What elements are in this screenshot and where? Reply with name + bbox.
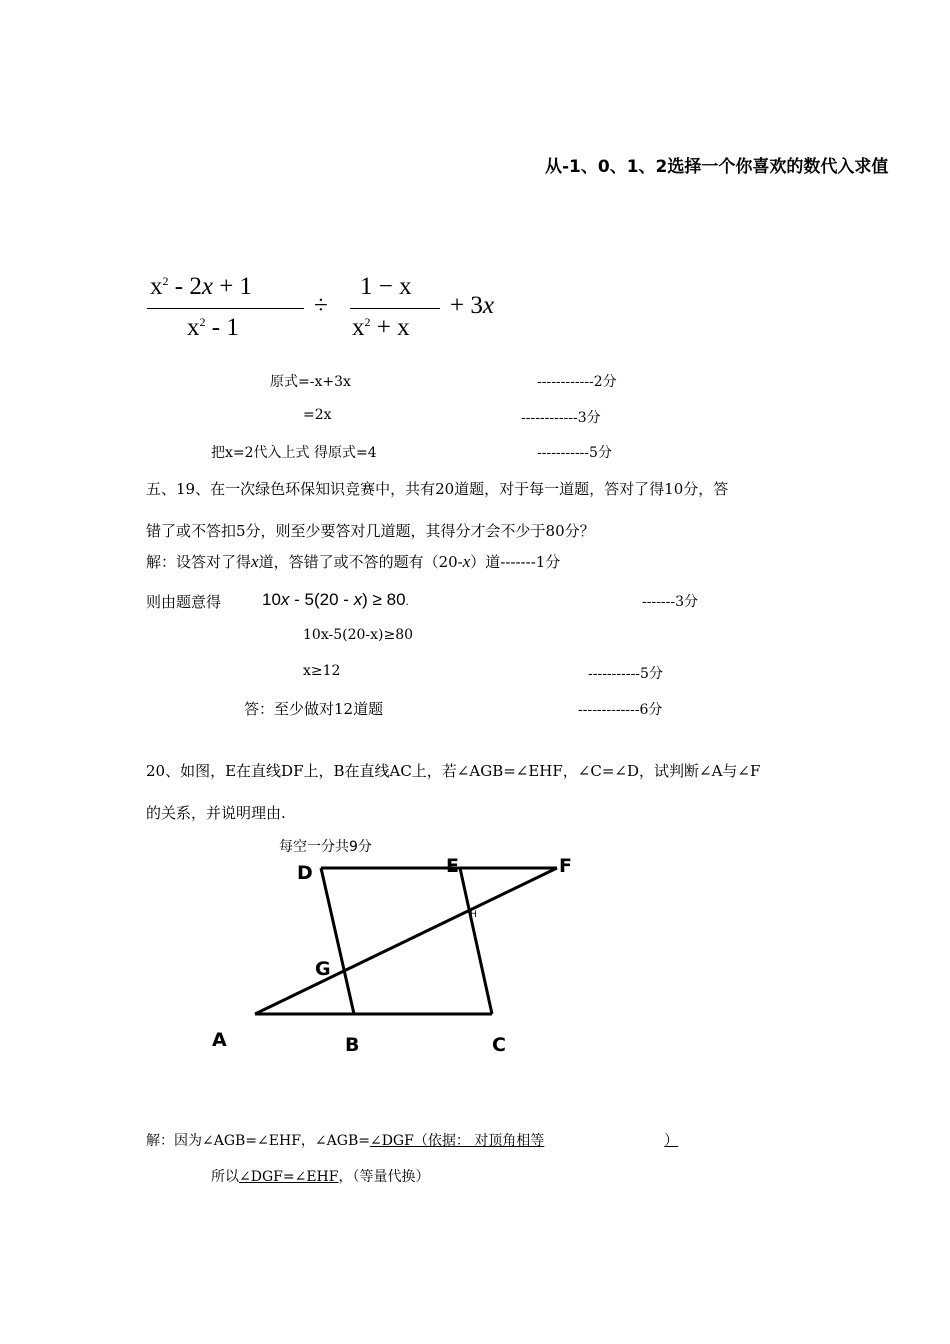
label-H: H <box>470 910 477 920</box>
q19-answer-score: -------------6分 <box>578 702 663 718</box>
q19-line1: 五、19、在一次绿色环保知识竞赛中，共有20道题，对于每一道题，答对了得10分，答 <box>146 480 729 498</box>
q20-line1: 20、如图，E在直线DF上，B在直线AC上，若∠AGB=∠EHF，∠C=∠D，试判断∠A与∠F <box>146 762 761 780</box>
fraction2-denominator: $x^2 + x$ <box>352 314 410 341</box>
q19-inequality: 10x - 5(20 - x) ≥ 80. <box>262 590 409 609</box>
label-D: D <box>297 862 313 884</box>
fraction1-denominator: $x^2 - 1$ <box>187 314 239 341</box>
expression-tail: + 3x <box>450 292 494 319</box>
q19-step3-score: -----------5分 <box>588 666 663 682</box>
label-F: F <box>559 855 572 877</box>
q19-step2: 10x-5(20-x)≥80 <box>303 627 414 643</box>
q20-solution-line2: 所以∠DGF=∠EHF，（等量代换） <box>211 1169 430 1185</box>
q19-inequality-score: -------3分 <box>642 594 699 610</box>
q19-condition-label: 则由题意得 <box>146 593 222 611</box>
q19-line2: 错了或不答扣5分，则至少要答对几道题，其得分才会不少于80分？ <box>146 522 595 540</box>
q18-step2: =2x <box>303 407 332 423</box>
line-EC <box>460 868 492 1014</box>
label-B: B <box>345 1034 360 1056</box>
division-sign: ÷ <box>314 292 328 319</box>
q20-solution-line1: 解：因为∠AGB=∠EHF，∠AGB=∠DGF（依据： 对顶角相等 ） <box>146 1133 679 1149</box>
q18-step2-score: ------------3分 <box>521 410 601 426</box>
label-G: G <box>315 958 331 980</box>
q19-step3: x≥12 <box>303 663 341 679</box>
label-E: E <box>446 855 459 877</box>
header-text: 从-1、0、1、2选择一个你喜欢的数代入求值 <box>545 157 889 177</box>
figure-note: 每空一分共9分 <box>279 839 372 855</box>
label-A: A <box>212 1029 227 1051</box>
q18-step1-score: ------------2分 <box>537 374 617 390</box>
q18-step1: 原式=-x+3x <box>270 374 351 390</box>
fraction2-numerator: 1 − x <box>360 273 412 300</box>
line-AF <box>255 868 557 1014</box>
q18-step3-score: -----------5分 <box>537 445 612 461</box>
q19-solution-setup: 解：设答对了得x道，答错了或不答的题有（20-x）道-------1分 <box>146 552 561 571</box>
label-C: C <box>492 1034 506 1056</box>
q18-step3: 把x=2代入上式 得原式=4 <box>211 445 377 461</box>
fraction1-numerator: $x^2 - 2x + 1$ <box>150 273 253 300</box>
line-DB <box>321 868 354 1014</box>
q20-line2: 的关系，并说明理由. <box>146 804 286 822</box>
q19-answer: 答：至少做对12道题 <box>244 700 384 718</box>
